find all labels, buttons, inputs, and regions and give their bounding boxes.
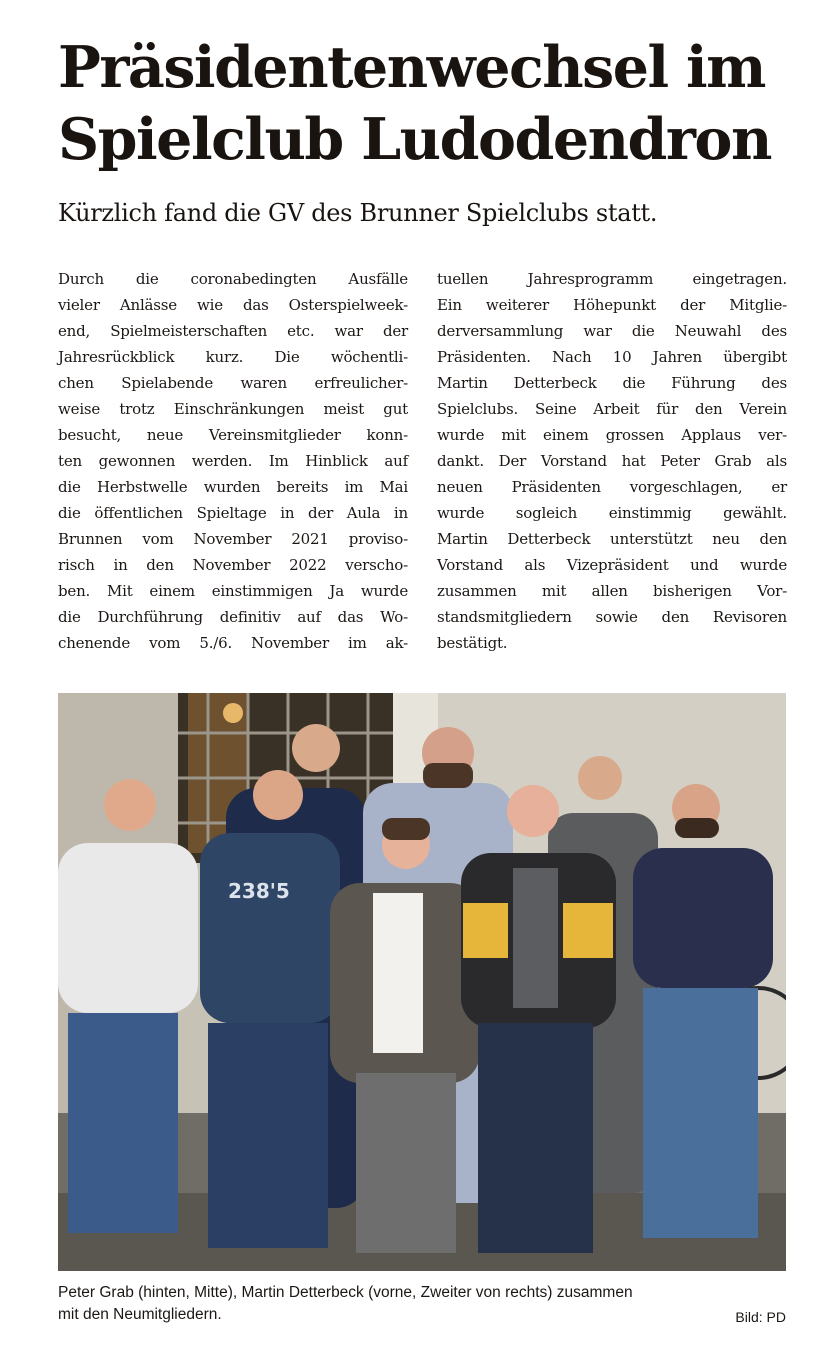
body-line: standsmitgliedern sowie den Revisoren	[437, 608, 787, 626]
headline-line-1: Präsidentenwechsel im	[58, 34, 765, 101]
body-line: Brunnen vom November 2021 proviso-	[58, 530, 408, 548]
body-line: Ein weiterer Höhepunkt der Mitglie-	[437, 296, 787, 314]
body-line: dankt. Der Vorstand hat Peter Grab als	[437, 452, 787, 470]
body-line: Präsidenten. Nach 10 Jahren übergibt	[437, 348, 787, 366]
person-front-4	[461, 785, 616, 1253]
body-line: vieler Anlässe wie das Osterspielweek-	[58, 296, 408, 314]
body-line: Martin Detterbeck unterstützt neu den	[437, 530, 787, 548]
photo-caption	[58, 1282, 786, 1326]
headline	[58, 32, 818, 176]
body-line: chen Spielabende waren erfreulicher-	[58, 374, 408, 392]
photo-credit: Bild: PD	[735, 1309, 786, 1325]
body-line: weise trotz Einschränkungen meist gut	[58, 400, 408, 418]
body-line: wurde mit einem grossen Applaus ver-	[437, 426, 787, 444]
body-line: ben. Mit einem einstimmigen Ja wurde	[58, 582, 408, 600]
body-line: risch in den November 2022 verscho-	[58, 556, 408, 574]
body-line: Durch die coronabedingten Ausfälle	[58, 270, 408, 288]
person-front-5	[633, 784, 773, 1238]
body-line: die Herbstwelle wurden bereits im Mai	[58, 478, 408, 496]
article-column-left	[58, 266, 408, 656]
body-line: Martin Detterbeck die Führung des	[437, 374, 787, 392]
caption-line-2: mit den Neumitgliedern.	[58, 1306, 222, 1323]
body-line: Spielclubs. Seine Arbeit für den Verein	[437, 400, 787, 418]
body-line: Vorstand als Vizepräsident und wurde	[437, 556, 787, 574]
body-line: besucht, neue Vereinsmitglieder konn-	[58, 426, 408, 444]
body-line: neuen Präsidenten vorgeschlagen, er	[437, 478, 787, 496]
group-photo	[58, 693, 786, 1271]
body-line: ten gewonnen werden. Im Hinblick auf	[58, 452, 408, 470]
body-line: chenende vom 5./6. November im ak-	[58, 634, 408, 652]
person-front-1	[58, 779, 198, 1233]
body-line: die öffentlichen Spieltage in der Aula in	[58, 504, 408, 522]
caption-line-1: Peter Grab (hinten, Mitte), Martin Detterbeck (vorne, Zweiter von rechts) zusammen	[58, 1284, 633, 1301]
body-line: Jahresrückblick kurz. Die wöchentli-	[58, 348, 408, 366]
body-line: end, Spielmeisterschaften etc. war der	[58, 322, 408, 340]
body-line: derversammlung war die Neuwahl des	[437, 322, 787, 340]
body-line: wurde sogleich einstimmig gewählt.	[437, 504, 787, 522]
body-line: die Durchführung definitiv auf das Wo-	[58, 608, 408, 626]
body-line: zusammen mit allen bisherigen Vor-	[437, 582, 787, 600]
subheadline: Kürzlich fand die GV des Brunner Spielclubs statt.	[58, 199, 658, 227]
body-line last: bestätigt.	[437, 634, 508, 652]
person-front-2	[200, 770, 340, 1248]
body-line: tuellen Jahresprogramm eingetragen.	[437, 270, 787, 288]
shirt-print: 238'5	[228, 879, 290, 903]
article-column-right	[437, 266, 787, 656]
headline-line-2: Spielclub Ludodendron	[58, 106, 771, 173]
